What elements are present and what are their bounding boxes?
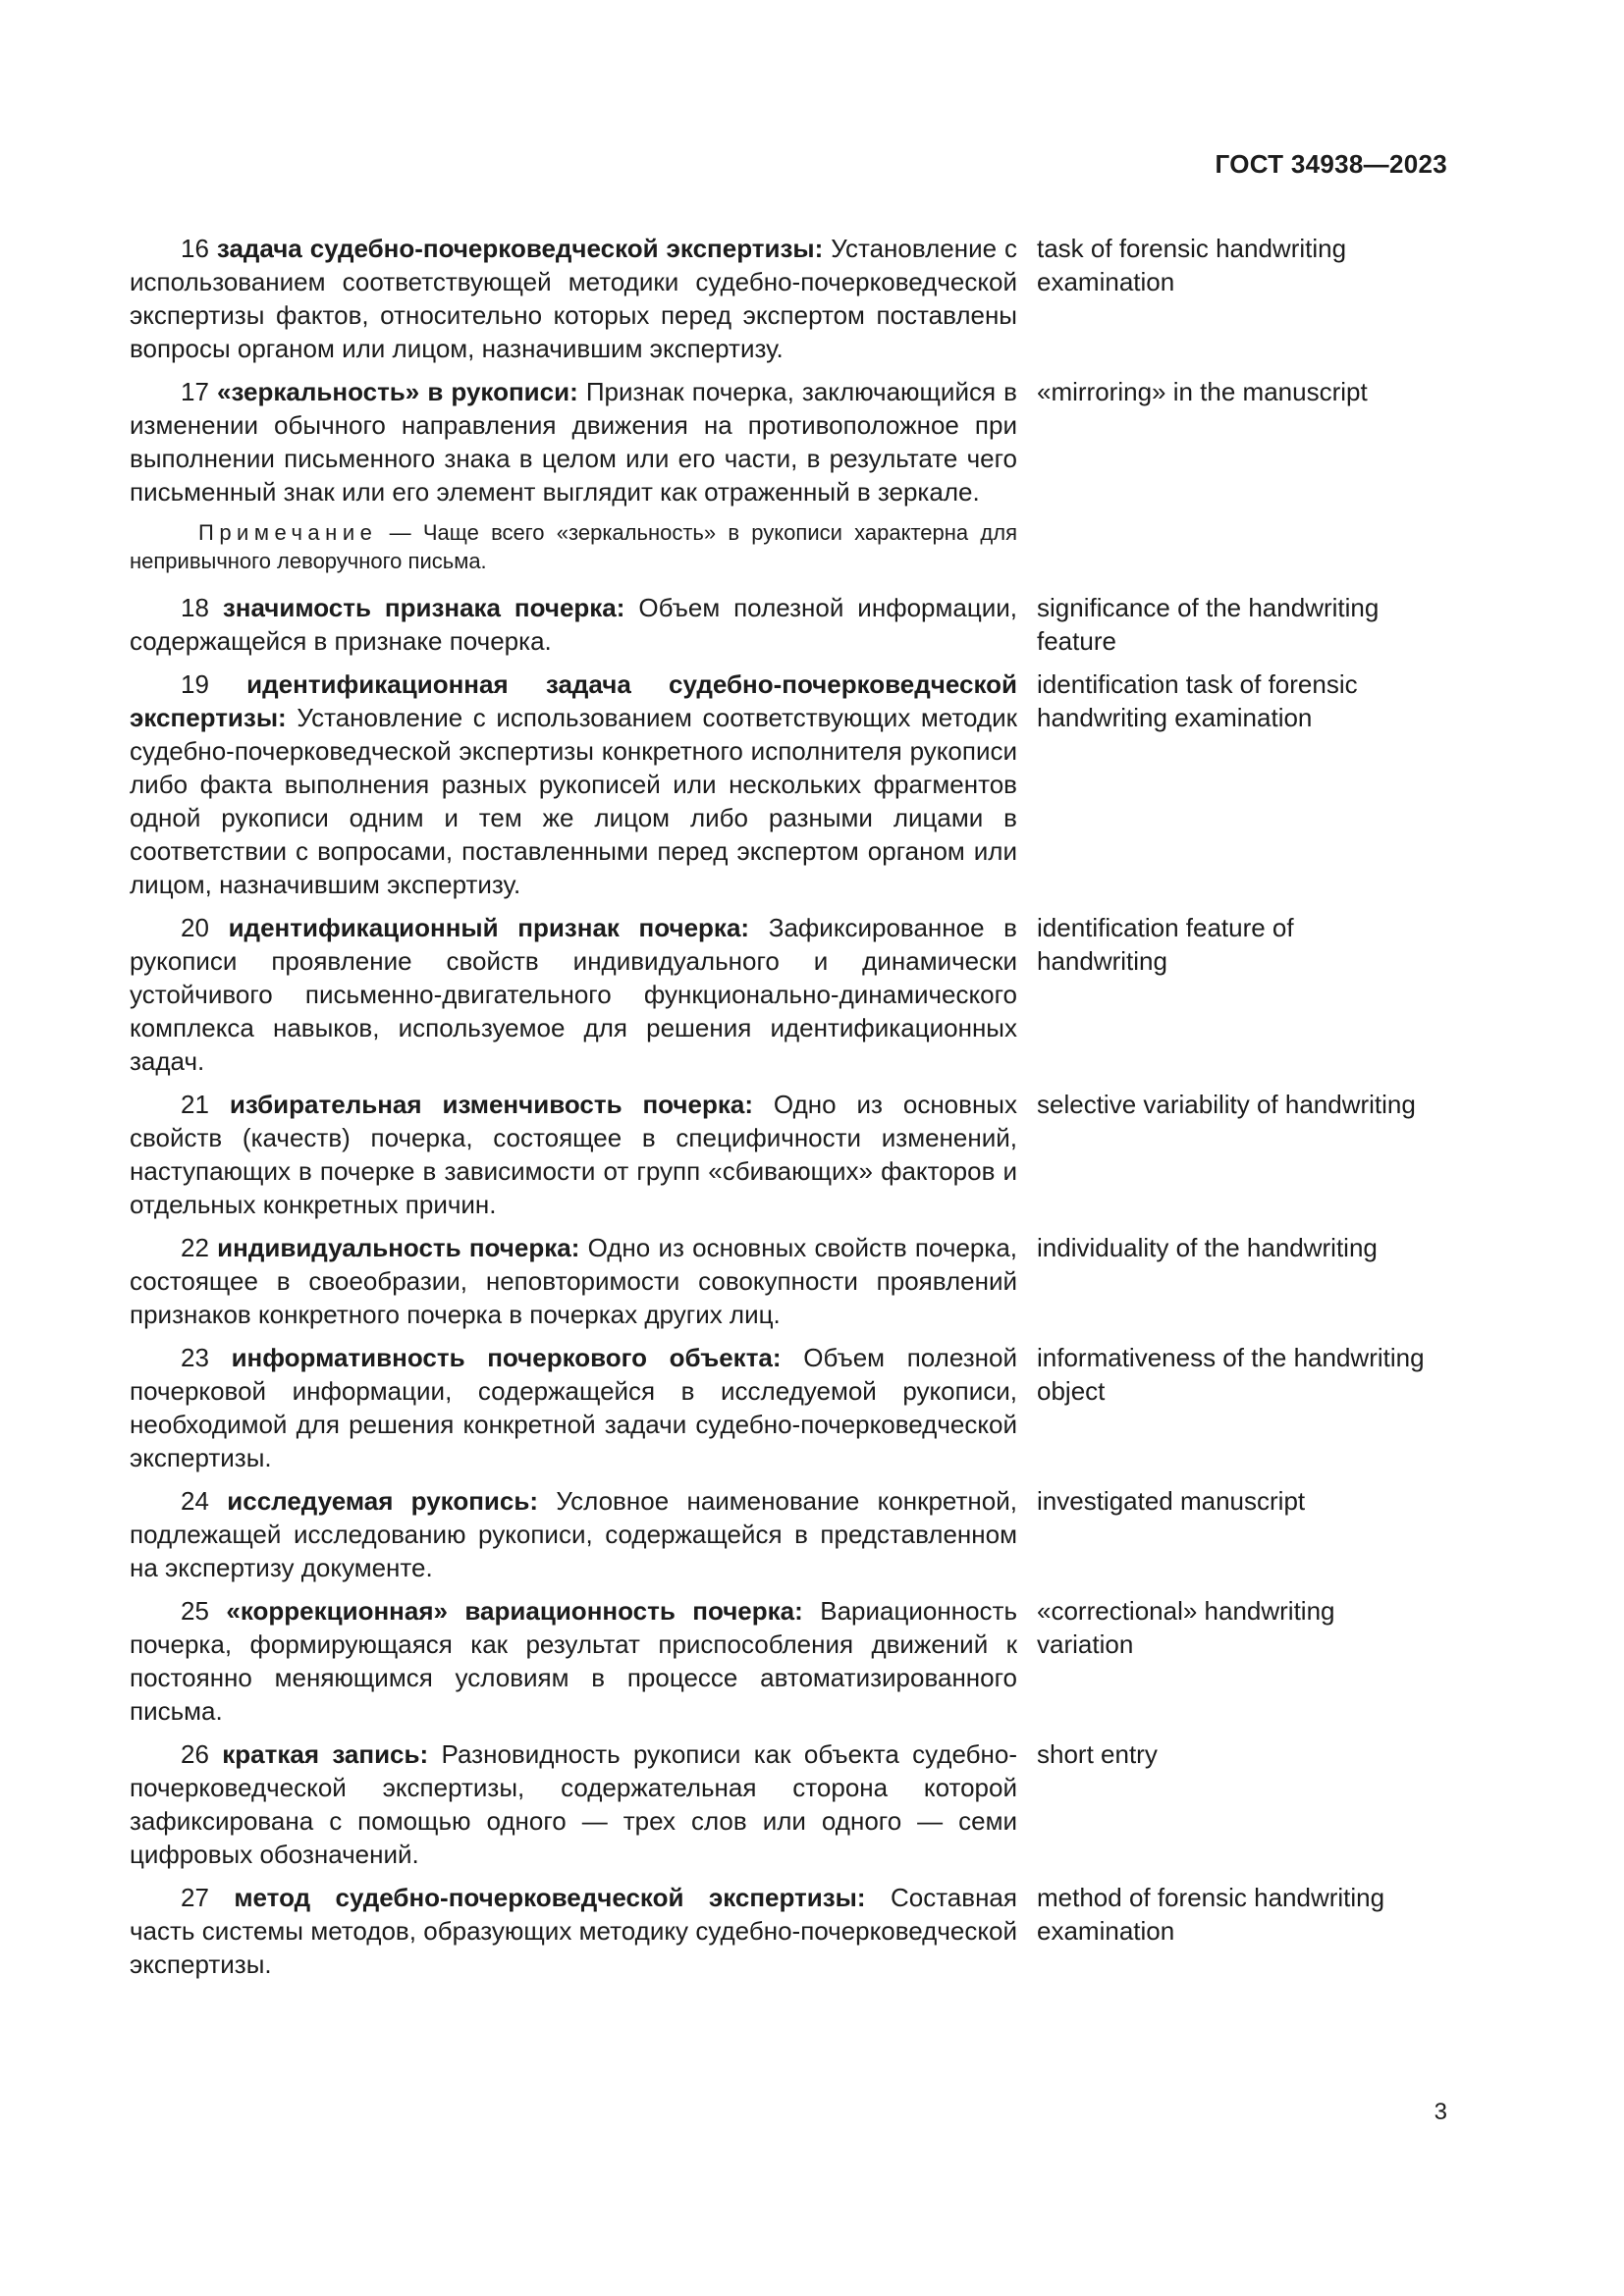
- term-text: Установление с использованием соответствующей методики судебно-почерковедческой экспертизы фактов, относительно которых перед экспертом поставлены вопросы органом или лицом, назначившим экспертизу.: [130, 234, 1017, 363]
- term-number: 20: [181, 913, 209, 942]
- term-number: 19: [181, 669, 209, 699]
- term-definition: [130, 1231, 1017, 1331]
- term-entry-22: [130, 1231, 1465, 1331]
- term-name: индивидуальность почерка:: [217, 1233, 580, 1262]
- term-entry-18: [130, 591, 1465, 658]
- english-equivalent: identification feature of handwriting: [1037, 913, 1294, 976]
- terms-list: [130, 232, 1465, 1991]
- term-number: 16: [181, 234, 209, 263]
- term-definition: [130, 375, 1017, 508]
- term-entry-25: [130, 1594, 1465, 1728]
- term-text: Зафиксированное в рукописи проявление свойств индивидуального и динамически устойчивого письменно-двигательного функционально-динамического комплекса навыков, используемое для решения идентификационных задач.: [130, 913, 1017, 1076]
- term-name: краткая запись:: [222, 1739, 429, 1769]
- term-name: исследуемая рукопись:: [227, 1486, 539, 1516]
- term-definition: [130, 232, 1017, 365]
- english-equivalent: individuality of the handwriting: [1037, 1233, 1378, 1262]
- term-text: Составная часть системы методов, образующих методику судебно-почерковедческой экспертизы.: [130, 1883, 1017, 1979]
- term-name: метод судебно-почерковедческой экспертизы:: [234, 1883, 866, 1912]
- term-name: идентификационный признак почерка:: [228, 913, 750, 942]
- term-name: значимость признака почерка:: [222, 593, 625, 622]
- english-equivalent: selective variability of handwriting: [1037, 1090, 1416, 1119]
- term-number: 26: [181, 1739, 209, 1769]
- term-definition: [130, 667, 1017, 901]
- english-equivalent: short entry: [1037, 1739, 1158, 1769]
- term-number: 25: [181, 1596, 209, 1626]
- note: [130, 518, 1017, 575]
- term-number: 27: [181, 1883, 209, 1912]
- term-number: 23: [181, 1343, 209, 1372]
- english-equivalent: significance of the handwriting feature: [1037, 593, 1380, 656]
- english-equivalent: task of forensic handwriting examination: [1037, 234, 1347, 296]
- term-entry-19: [130, 667, 1465, 901]
- term-entry-21: [130, 1088, 1465, 1221]
- term-definition: [130, 1881, 1017, 1981]
- term-definition: [130, 911, 1017, 1078]
- term-text: Одно из основных свойств (качеств) почерка, состоящее в специфичности изменений, наступающих в почерке в зависимости от групп «сбивающих» факторов и отдельных конкретных причин.: [130, 1090, 1017, 1219]
- term-number: 24: [181, 1486, 209, 1516]
- term-name: информативность почеркового объекта:: [231, 1343, 782, 1372]
- term-text: Установление с использованием соответствующих методик судебно-почерковедческой экспертизы конкретного исполнителя рукописи либо факта выполнения разных рукописей или нескольких фрагментов одной рукописи одним и тем же лицом либо разными лицами в соответствии с вопросами, поставленными перед экспертом органом или лицом, назначившим экспертизу.: [130, 703, 1017, 899]
- term-name: избирательная изменчивость почерка:: [229, 1090, 753, 1119]
- term-name: «коррекционная» вариационность почерка:: [226, 1596, 803, 1626]
- term-definition: [130, 1737, 1017, 1871]
- term-text: Объем полезной информации, содержащейся в признаке почерка.: [130, 593, 1017, 656]
- note-text: — Чаще всего «зеркальность» в рукописи характерна для непривычного леворучного письма.: [130, 520, 1017, 573]
- term-entry-27: [130, 1881, 1465, 1981]
- page-number: 3: [1434, 2099, 1447, 2125]
- term-number: 21: [181, 1090, 209, 1119]
- term-definition: [130, 591, 1017, 658]
- term-text: Признак почерка, заключающийся в изменении обычного направления движения на противоположное при выполнении письменного знака в целом или его части, в результате чего письменный знак или его элемент выглядит как отраженный в зеркале.: [130, 377, 1017, 507]
- term-definition: [130, 1341, 1017, 1474]
- term-entry-23: [130, 1341, 1465, 1474]
- term-text: Вариационность почерка, формирующаяся как результат приспособления движений к постоянно меняющимся условиям в процессе автоматизированного письма.: [130, 1596, 1017, 1726]
- term-definition: [130, 1088, 1017, 1221]
- term-number: 18: [181, 593, 209, 622]
- term-text: Разновидность рукописи как объекта судебно-почерковедческой экспертизы, содержательная сторона которой зафиксирована с помощью одного — трех слов или одного — семи цифровых обозначений.: [130, 1739, 1017, 1869]
- term-number: 22: [181, 1233, 209, 1262]
- term-entry-26: [130, 1737, 1465, 1871]
- term-text: Условное наименование конкретной, подлежащей исследованию рукописи, содержащейся в представленном на экспертизу документе.: [130, 1486, 1017, 1582]
- document-title: ГОСТ 34938—2023: [1215, 149, 1447, 179]
- english-equivalent: investigated manuscript: [1037, 1486, 1306, 1516]
- term-text: Объем полезной почерковой информации, содержащейся в исследуемой рукописи, необходимой для решения конкретной задачи судебно-почерковедческой экспертизы.: [130, 1343, 1017, 1472]
- term-entry-24: [130, 1484, 1465, 1584]
- english-equivalent: method of forensic handwriting examination: [1037, 1883, 1385, 1946]
- term-text: Одно из основных свойств почерка, состоящее в своеобразии, неповторимости совокупности проявлений признаков конкретного почерка в почерках других лиц.: [130, 1233, 1017, 1329]
- note-label: Примечание: [198, 520, 378, 545]
- english-equivalent: informativeness of the handwriting object: [1037, 1343, 1425, 1406]
- english-equivalent: «mirroring» in the manuscript: [1037, 377, 1368, 406]
- term-name: «зеркальность» в рукописи:: [217, 377, 578, 406]
- term-entry-17: [130, 375, 1465, 508]
- term-definition: [130, 1484, 1017, 1584]
- english-equivalent: «correctional» handwriting variation: [1037, 1596, 1335, 1659]
- term-entry-20: [130, 911, 1465, 1078]
- term-entry-16: [130, 232, 1465, 365]
- term-definition: [130, 1594, 1017, 1728]
- english-equivalent: identification task of forensic handwriting examination: [1037, 669, 1358, 732]
- term-name: задача судебно-почерковедческой экспертизы:: [216, 234, 824, 263]
- term-name: идентификационная задача судебно-почерковедческой экспертизы:: [130, 669, 1017, 732]
- term-number: 17: [181, 377, 209, 406]
